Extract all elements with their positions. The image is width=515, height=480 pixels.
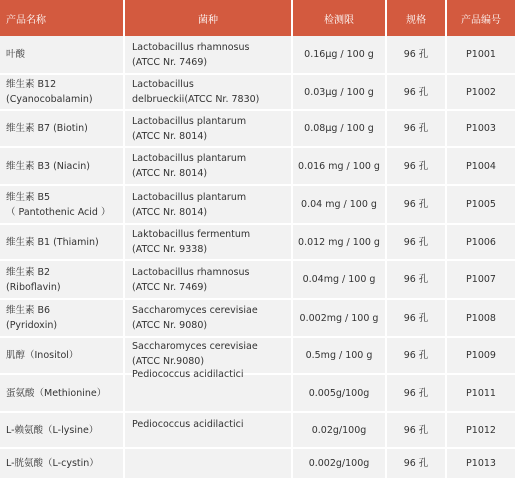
cell-product-code [447, 75, 515, 109]
cell-spec [387, 375, 447, 411]
cell-detection-limit-text: 0.04mg / 100 g [302, 274, 376, 285]
cell-detection-limit [293, 186, 387, 223]
cell-spec [387, 75, 447, 109]
strain-line: (ATCC Nr. 9080) [132, 320, 208, 331]
product-name-line: 肌醇（Inositol） [6, 350, 79, 361]
cell-detection-limit [293, 111, 387, 146]
cell-product-name [0, 36, 125, 73]
cell-spec-text: 96 孔 [403, 387, 429, 399]
cell-detection-limit [293, 300, 387, 336]
cell-detection-limit-text: 0.03µg / 100 g [304, 86, 374, 98]
header-detection-limit: 检测限 [293, 0, 387, 36]
cell-strain [125, 148, 293, 184]
cell-product-name [0, 338, 125, 373]
cell-product-name [0, 300, 125, 336]
product-name-line: 叶酸 [6, 49, 26, 60]
cell-strain [125, 111, 293, 146]
strain-line: (ATCC Nr. 8014) [132, 168, 208, 179]
cell-detection-limit-text: 0.16µg / 100 g [304, 49, 374, 60]
cell-spec-text: 96 孔 [403, 424, 429, 436]
cell-product-code-text: P1002 [466, 86, 496, 98]
cell-strain [125, 75, 293, 109]
product-name-line: 维生素 B1 (Thiamin) [6, 236, 99, 248]
product-name-line: 维生素 B5 [6, 191, 51, 203]
cell-product-code-text: P1004 [466, 160, 496, 172]
strain-line: Saccharomyces cerevisiae [132, 341, 258, 352]
cell-spec-text: 96 孔 [403, 160, 429, 172]
strain-line: Lactobacillus [132, 79, 194, 90]
cell-detection-limit [293, 413, 387, 447]
cell-product-code-text: P1006 [466, 236, 496, 248]
strain-line: Lactobacillus plantarum [132, 153, 247, 164]
cell-product-name [0, 449, 125, 478]
cell-product-code-text: P1009 [466, 350, 496, 361]
cell-strain [125, 225, 293, 259]
cell-spec [387, 225, 447, 259]
header-spec: 规格 [387, 0, 447, 36]
cell-detection-limit-text: 0.5mg / 100 g [305, 350, 373, 361]
cell-product-name [0, 261, 125, 298]
cell-detection-limit [293, 261, 387, 298]
cell-spec [387, 36, 447, 73]
cell-product-code-text: P1012 [466, 424, 496, 436]
cell-detection-limit [293, 225, 387, 259]
cell-product-code-text: P1001 [466, 49, 496, 60]
cell-product-code-text: P1013 [466, 458, 496, 469]
cell-product-code-text: P1008 [466, 312, 496, 324]
product-name-line: (Cyanocobalamin) [6, 94, 93, 105]
cell-product-name [0, 225, 125, 259]
cell-detection-limit-text: 0.04 mg / 100 g [301, 199, 377, 210]
strain-line: (ATCC Nr. 7469) [132, 281, 208, 293]
cell-product-name [0, 148, 125, 184]
cell-detection-limit-text: 0.002g/100g [308, 458, 370, 469]
cell-spec-text: 96 孔 [403, 123, 429, 134]
strain-line: Laktobacillus fermentum [132, 229, 251, 240]
cell-product-code [447, 111, 515, 146]
cell-spec-text: 96 孔 [403, 458, 429, 469]
cell-strain [125, 413, 293, 447]
cell-spec-text: 96 孔 [403, 274, 429, 285]
cell-detection-limit [293, 148, 387, 184]
table-row [0, 413, 515, 449]
product-name-line: 维生素 B6 [6, 305, 51, 316]
cell-product-code-text: P1007 [466, 274, 496, 285]
cell-detection-limit [293, 75, 387, 109]
cell-spec [387, 449, 447, 478]
product-name-line: (Pyridoxin) [6, 320, 58, 331]
cell-spec [387, 186, 447, 223]
strain-line: (ATCC Nr.9080) [132, 356, 205, 367]
product-name-line: 维生素 B7 (Biotin) [6, 123, 88, 134]
cell-product-code [447, 225, 515, 259]
cell-strain [125, 186, 293, 223]
table-row [0, 36, 515, 75]
cell-product-code [447, 36, 515, 73]
cell-product-name [0, 111, 125, 146]
table-row [0, 148, 515, 186]
cell-spec [387, 148, 447, 184]
cell-strain [125, 300, 293, 336]
cell-product-name [0, 186, 125, 223]
cell-detection-limit-text: 0.08µg / 100 g [304, 123, 374, 134]
strain-line: (ATCC Nr. 9338) [132, 244, 208, 255]
cell-detection-limit [293, 36, 387, 73]
cell-detection-limit-text: 0.005g/100g [308, 387, 370, 399]
table-row [0, 338, 515, 375]
cell-product-code-text: P1003 [466, 123, 496, 134]
strain-line: Pediococcus acidilactici [132, 419, 244, 430]
product-name-line: (Riboflavin) [6, 281, 61, 293]
strain-line: Lactobacillus rhamnosus [132, 266, 250, 278]
cell-product-code-text: P1011 [466, 387, 496, 399]
cell-strain [125, 261, 293, 298]
table-row [0, 261, 515, 300]
cell-product-code [447, 148, 515, 184]
cell-detection-limit-text: 0.012 mg / 100 g [298, 236, 380, 248]
table-header [0, 0, 515, 36]
cell-product-code [447, 261, 515, 298]
product-name-line: 维生素 B12 [6, 79, 57, 90]
cell-spec [387, 338, 447, 373]
strain-line: Pediococcus acidilactici [132, 369, 244, 380]
cell-strain [125, 449, 293, 478]
strain-line: Lactobacillus rhamnosus [132, 41, 250, 53]
cell-detection-limit [293, 375, 387, 411]
header-product-code: 产品编号 [447, 0, 515, 36]
product-name-line: L-赖氨酸（L-lysine） [6, 424, 99, 436]
strain-line: delbrueckii(ATCC Nr. 7830) [132, 94, 260, 105]
strain-line: Saccharomyces cerevisiae [132, 305, 258, 316]
cell-spec-text: 96 孔 [403, 199, 429, 210]
product-name-line: 维生素 B2 [6, 266, 51, 278]
cell-spec-text: 96 孔 [403, 49, 429, 60]
strain-line: (ATCC Nr. 8014) [132, 130, 208, 142]
table-row [0, 369, 515, 413]
cell-spec [387, 413, 447, 447]
cell-product-code [447, 338, 515, 373]
cell-product-name [0, 375, 125, 411]
product-name-line: （ Pantothenic Acid ） [6, 206, 111, 218]
cell-product-code [447, 375, 515, 411]
table-row [0, 225, 515, 261]
table-row [0, 75, 515, 111]
cell-spec-text: 96 孔 [403, 86, 429, 98]
cell-strain [125, 369, 293, 411]
table-row [0, 111, 515, 148]
table-row [0, 449, 515, 480]
product-name-line: 维生素 B3 (Niacin) [6, 160, 90, 172]
strain-line: (ATCC Nr. 8014) [132, 206, 208, 218]
cell-detection-limit [293, 449, 387, 478]
cell-product-code-text: P1005 [466, 199, 496, 210]
table-row [0, 186, 515, 225]
cell-spec [387, 300, 447, 336]
cell-product-name [0, 75, 125, 109]
cell-spec-text: 96 孔 [403, 236, 429, 248]
cell-product-code [447, 186, 515, 223]
cell-detection-limit-text: 0.02g/100g [311, 424, 367, 436]
product-name-line: L-胱氨酸（L-cystin） [6, 458, 99, 469]
cell-product-code [447, 300, 515, 336]
strain-line: (ATCC Nr. 7469) [132, 56, 208, 68]
table-row [0, 300, 515, 338]
header-strain: 菌种 [125, 0, 293, 36]
cell-detection-limit [293, 338, 387, 373]
cell-spec [387, 111, 447, 146]
cell-strain [125, 36, 293, 73]
cell-spec [387, 261, 447, 298]
product-name-line: 蛋氨酸（Methionine） [6, 387, 107, 399]
cell-spec-text: 96 孔 [403, 312, 429, 324]
cell-spec-text: 96 孔 [403, 350, 429, 361]
cell-detection-limit-text: 0.002mg / 100 g [299, 312, 379, 324]
cell-detection-limit-text: 0.016 mg / 100 g [298, 160, 380, 172]
cell-product-code [447, 449, 515, 478]
strain-line: Lactobacillus plantarum [132, 115, 247, 127]
cell-product-code [447, 413, 515, 447]
strain-line: Lactobacillus plantarum [132, 191, 247, 203]
cell-product-name [0, 413, 125, 447]
header-product-name: 产品名称 [0, 0, 125, 36]
